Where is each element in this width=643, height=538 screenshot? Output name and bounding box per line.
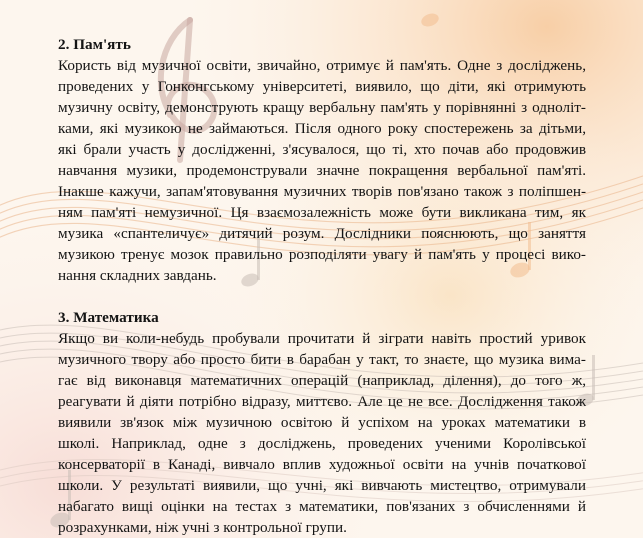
text-line: виявили зв'язок між музичною освітою й успіхом на уроках математики в <box>58 414 586 431</box>
text-line: музичну освіту, демонструють кращу вербальну пам'ять у порівнянні з одноліт- <box>58 99 586 116</box>
text-line: реагувати й діяти потрібно відразу, миттєво. Але це не все. Дослідження також <box>58 393 586 410</box>
text-line: ням пам'яті немузичної. Ця взаємозалежність може бути викликана тим, як <box>58 204 586 221</box>
text-line: нання складних завдань. <box>58 267 217 284</box>
section-memory <box>58 34 586 286</box>
text-line: Користь від музичної освіти, звичайно, отримує й пам'ять. Одне з досліджень, <box>58 57 586 74</box>
text-line: школи. У результаті виявили, що учні, які вивчають мистецтво, отримували <box>58 477 586 494</box>
article-body <box>58 34 586 538</box>
section-math <box>58 307 586 538</box>
text-line: навчання музики, продемонстрували значне покращення вербальної пам'яті. <box>58 162 586 179</box>
text-line: музичного твору або просто бити в барабан у такт, то знаєте, що музика вима- <box>58 351 586 368</box>
text-line: Інакше кажучи, запам'ятовування музичних творів пов'язано також з поліпшен- <box>58 183 586 200</box>
text-line: які брали участь у дослідженні, з'ясувалося, що ті, хто почав або продовжив <box>58 141 586 158</box>
text-line: музикою тренує мозок правильно розподіляти увагу й пам'ять у процесі вико- <box>58 246 586 263</box>
text-line: розрахунками, ніж учні з контрольної групи. <box>58 519 347 536</box>
section-heading: 2. Пам'ять <box>58 36 131 53</box>
section-paragraph <box>58 55 586 286</box>
text-line: школі. Наприклад, одне з досліджень, проведених ученими Королівської <box>58 435 586 452</box>
text-line: консерваторії в Канаді, вивчало вплив художньої освіти на учнів початкової <box>58 456 586 473</box>
text-line: набагато вищі оцінки на тестах з математики, пов'язаних з обчисленнями й <box>58 498 586 515</box>
text-line: музика «спантеличує» дитячий розум. Дослідники пояснюють, що заняття <box>58 225 586 242</box>
text-line: Якщо ви коли-небудь пробували прочитати й зіграти навіть простий уривок <box>58 330 586 347</box>
section-paragraph <box>58 328 586 538</box>
text-line: ками, які музикою не займаються. Після одного року спостережень за дітьми, <box>58 120 586 137</box>
text-line: гає від виконавця математичних операцій (наприклад, ділення), до того ж, <box>58 372 586 389</box>
section-heading: 3. Математика <box>58 309 159 326</box>
text-line: проведених у Гонконгському університеті, виявило, що діти, які отримують <box>58 78 586 95</box>
